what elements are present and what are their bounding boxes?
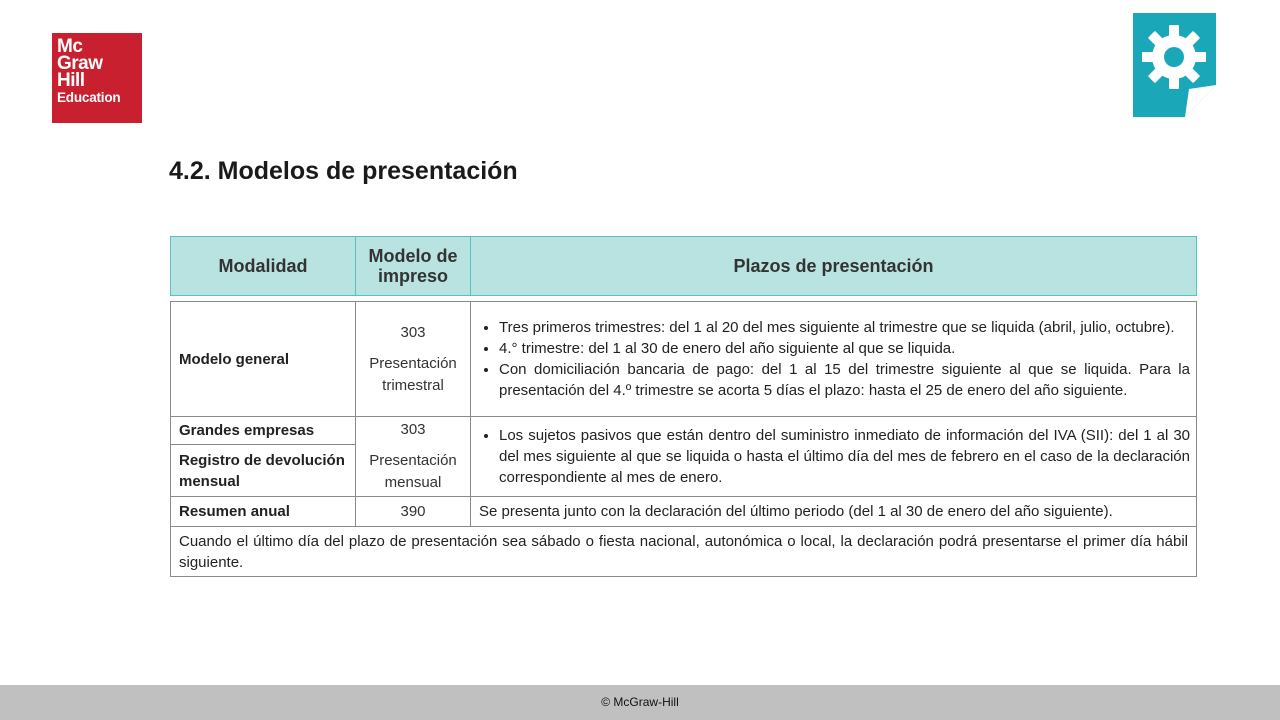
list-item: • Con domiciliación bancaria de pago: del 1 al 15 del trimestre siguiente al que se liquida. Para la presentación del 4.º trimestre se acorta 5 días el plazo: hasta el 25 de enero del año siguiente. [499,359,1190,401]
logo-line-1: Mc [57,36,83,57]
header-modalidad: Modalidad [171,237,356,296]
note-cell: Cuando el último día del plazo de presentación sea sábado o fiesta nacional, autonómica o local, la declaración podrá presentarse el primer día hábil siguiente. [171,527,1197,577]
presentation-models-table [170,236,1197,577]
list-item: • Tres primeros trimestres: del 1 al 20 del mes siguiente al trimestre que se liquida (abril, julio, octubre). [499,317,1190,338]
table-row [171,497,1197,527]
header-modelo: Modelo de impreso [356,237,471,296]
modelo-description: Presentación trimestral [369,354,457,394]
table-row [171,302,1197,417]
gear-icon [1133,13,1216,117]
logo-line-2: Graw [57,53,103,74]
modelo-cell [356,417,471,497]
modelo-number: 303 [400,421,426,438]
modalidad-cell: Registro de devolución mensual [171,445,356,497]
logo-line-4: Education [57,90,121,105]
modelo-number: 303 [400,323,426,341]
modalidad-cell: Grandes empresas [171,417,356,445]
modelo-cell: 390 [356,497,471,527]
table-header-row [171,237,1197,296]
logo-line-3: Hill [57,70,85,91]
footer: © McGraw-Hill [0,685,1280,720]
mcgraw-hill-education-logo [52,33,142,123]
list-item: • Los sujetos pasivos que están dentro del suministro inmediato de información del IVA (SII): del 1 al 30 del mes siguiente al que se liquida o hasta el último día del mes de febrero en el caso de la declaración correspondiente al mes de enero. [499,425,1190,488]
note-row [171,527,1197,577]
plazo-cell [471,417,1197,497]
modalidad-cell: Modelo general [171,302,356,417]
modalidad-cell: Resumen anual [171,497,356,527]
table-row [171,417,1197,445]
plazo-cell [471,302,1197,417]
list-item: • 4.° trimestre: del 1 al 30 de enero del año siguiente al que se liquida. [499,338,1190,359]
header-plazos: Plazos de presentación [471,237,1197,296]
modelo-description: Presentación mensual [369,452,457,491]
modelo-cell [356,302,471,417]
page-title: 4.2. Modelos de presentación [169,157,518,185]
plazo-cell: Se presenta junto con la declaración del último periodo (del 1 al 30 de enero del año siguiente). [471,497,1197,527]
